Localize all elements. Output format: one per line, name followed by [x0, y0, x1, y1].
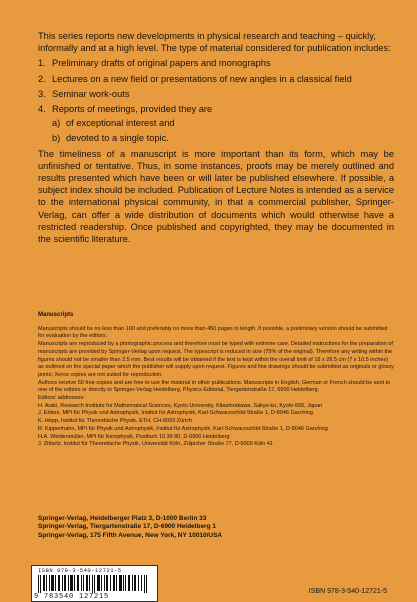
sub-list-text: devoted to a single topic.: [66, 133, 169, 144]
intro-lead: This series reports new developments in physical research and teaching – quickly, informally and at a high level. The type of material considered for publication includes:: [38, 31, 391, 54]
timeliness-paragraph: The timeliness of a manuscript is more important than its form, which may be unfinished or tentative. Thus, in some instances, proofs may be merely outlined and results presented which have been or will later be published elsewhere. If possible, a subject index should be included. Publication of Lecture Notes is intended as a service to the international physical community, in that a commercial publisher, Springer-Verlag, can offer a wide distribution of documents which would otherwise have a restricted readership. Once published and copyrighted, they may be documented in the scientific literature.: [38, 148, 394, 245]
list-text: Reports of meetings, provided they are: [52, 104, 213, 115]
isbn-label: ISBN 978-3-540-12721-5: [308, 588, 387, 595]
sub-list-item: [52, 132, 394, 144]
barcode-icon: [38, 575, 150, 593]
publisher-line: Springer-Verlag, Tiergartenstraße 17, D-6900 Heidelberg 1: [38, 523, 216, 531]
editors-label: Editors' addresses:: [38, 395, 85, 402]
series-description: [38, 30, 394, 245]
list-text: Preliminary drafts of original papers and monographs: [52, 58, 271, 69]
list-number: 4.: [38, 104, 46, 115]
editor-address: H.A. Weidenmüller, MPI für Kernphysik, Postfach 10 39 80, D-6900 Heidelberg: [38, 433, 230, 440]
list-item: [38, 88, 394, 100]
sub-list-item: [52, 117, 394, 129]
sub-list: [52, 117, 394, 144]
manuscripts-heading: Manuscripts: [38, 312, 74, 318]
publisher-line: Springer-Verlag, 175 Fifth Avenue, New York, NY 10010/USA: [38, 531, 223, 539]
list-item: [38, 57, 394, 69]
manuscripts-length: Manuscripts should be no less than 100 and preferably no more than 450 pages in length. If possible, a preliminary version should be submitted for evaluation by the editors.: [38, 325, 388, 340]
list-number: 1.: [38, 58, 46, 69]
material-list: [38, 57, 394, 144]
manuscripts-preparation: Manuscripts are reproduced by a photographic process and therefore must be typed with extreme care. Detailed instructions for the preparation of manuscripts are provided by Springer-Verlag upon request. The typescript is reduced in size (75% of the original). Therefore any writing within the figures should not be smaller than 2.5 mm. Best results will be obtained if the text is kept within the overall limit of 18 x 26.5 cm (7 x 10.5 inches) as outlined on the special paper which the publisher will supply upon request. Figures and line drawings should be submitted as originals or glossy prints; Xerox copies are not suited for reproduction.: [38, 341, 394, 378]
sub-list-text: of exceptional interest and: [66, 118, 175, 129]
barcode-number: 9 783540 127215: [34, 593, 110, 601]
barcode-label: [31, 565, 158, 602]
editor-address: K. Hepp, Institut für Theoretische Physik, ETH, CH-8093 Zürich: [38, 418, 192, 425]
sub-list-letter: b): [52, 133, 61, 144]
list-text: Seminar work-outs: [52, 88, 130, 99]
sub-list-letter: a): [52, 118, 61, 129]
list-item: [38, 73, 394, 85]
barcode-isbn: ISBN 978-3-540-12721-5: [38, 567, 122, 574]
list-text: Lectures on a new field or presentations of new angles in a classical field: [52, 73, 352, 84]
list-number: 2.: [38, 73, 46, 84]
editor-address: H. Araki, Research Institute for Mathematical Sciences, Kyoto University, Kitashirakawa, Sakyo-ku, Kyoto 606, Japan: [38, 402, 323, 409]
publisher-addresses: [38, 515, 394, 540]
list-number: 3.: [38, 88, 46, 99]
editor-address: J. Zittartz, Institut für Theoretische Physik, Universität Köln, Zülpicher Straße 77, D-5000 Köln 41: [38, 441, 273, 448]
manuscripts-authors: Authors receive 50 free copies and are free to use the material in other publications. Manuscripts in English, German or French should be sent to one of the editors or directly to Springer-Verlag Heidelberg, Physics Editorial, Tiergartenstraße 17, 6900 Heidelberg.: [38, 379, 391, 394]
editor-address: J. Ehlers, MPI für Physik und Astrophysik, Institut für Astrophysik, Karl-Schwarzschild-Straße 1, D-8046 Garching: [38, 410, 313, 417]
list-item: [38, 103, 394, 145]
manuscripts-section: [38, 312, 394, 449]
publisher-line: Springer-Verlag, Heidelberger Platz 3, D-1000 Berlin 33: [38, 515, 207, 522]
editor-address: R. Kippenhahn, MPI für Physik und Astrophysik, Institut für Astrophysik, Karl-Schwarzschild-Straße 1, D-8046 Garching: [38, 425, 328, 432]
